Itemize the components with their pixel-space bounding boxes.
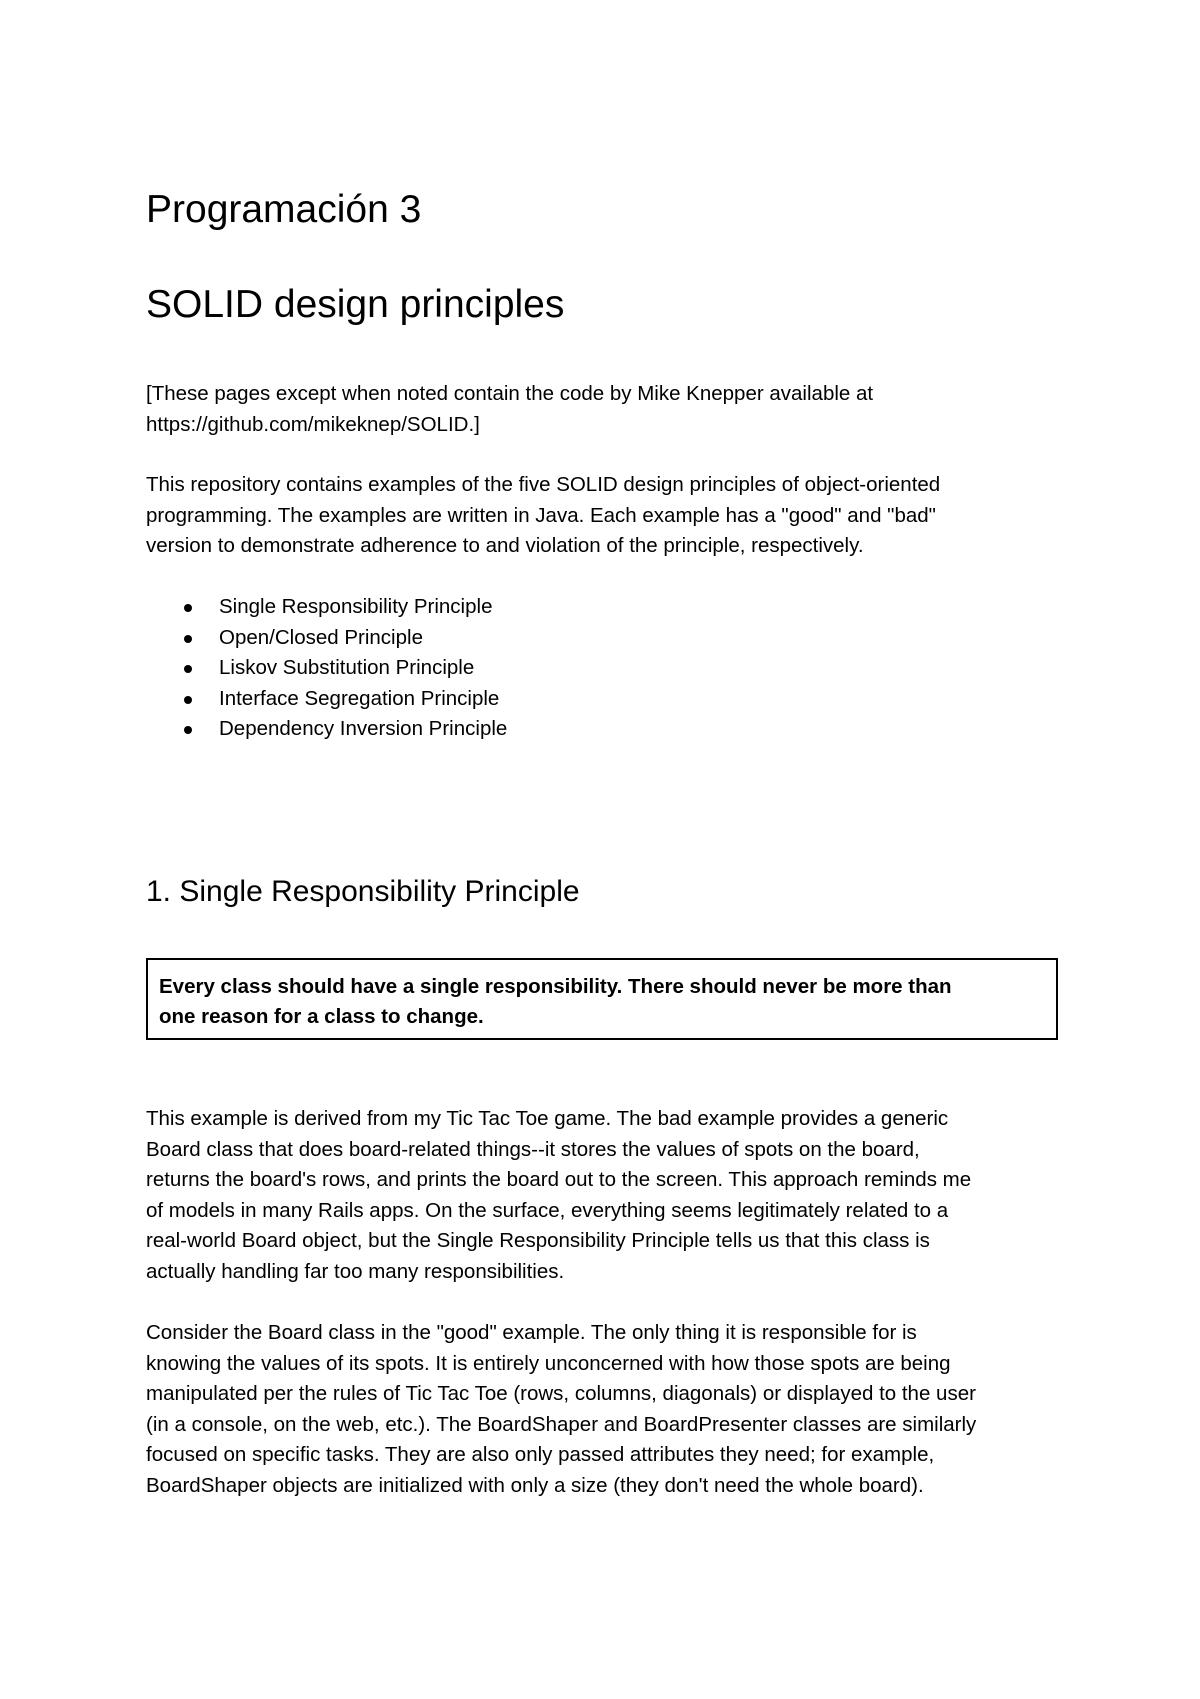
body-paragraph xyxy=(146,1104,1066,1287)
document-title: Programación 3 xyxy=(146,188,422,231)
list-item xyxy=(146,592,507,623)
bullet-icon xyxy=(184,665,192,673)
list-item-label: Liskov Substitution Principle xyxy=(219,656,475,679)
bullet-icon xyxy=(184,726,192,734)
source-note-line: https://github.com/mikeknep/SOLID.] xyxy=(146,412,480,436)
principle-definition-box xyxy=(146,958,1058,1040)
body-line: Consider the Board class in the "good" example. The only thing it is responsible for is xyxy=(146,1321,917,1344)
source-note-line: [These pages except when noted contain the code by Mike Knepper available at xyxy=(146,382,874,405)
principles-list xyxy=(146,592,507,745)
source-note xyxy=(146,379,1066,440)
list-item xyxy=(146,653,507,684)
body-line: Board class that does board-related things--it stores the values of spots on the board, xyxy=(146,1137,920,1161)
list-item-label: Interface Segregation Principle xyxy=(219,686,500,710)
document-subtitle: SOLID design principles xyxy=(146,283,565,326)
body-line: BoardShaper objects are initialized with only a size (they don't need the whole board). xyxy=(146,1473,924,1497)
intro-paragraph xyxy=(146,470,1066,562)
body-line: manipulated per the rules of Tic Tac Toe (rows, columns, diagonals) or displayed to the user xyxy=(146,1382,976,1405)
body-line: This example is derived from my Tic Tac Toe game. The bad example provides a generic xyxy=(146,1107,949,1130)
body-line: of models in many Rails apps. On the surface, everything seems legitimately related to a xyxy=(146,1198,949,1222)
list-item xyxy=(146,684,507,715)
definition-line: one reason for a class to change. xyxy=(159,1005,484,1028)
section-heading: 1. Single Responsibility Principle xyxy=(146,875,580,908)
list-item-label: Dependency Inversion Principle xyxy=(219,717,508,740)
body-line: real-world Board object, but the Single Responsibility Principle tells us that this class is xyxy=(146,1229,930,1252)
definition-line: Every class should have a single responsibility. There should never be more than xyxy=(159,975,952,998)
body-line: (in a console, on the web, etc.). The BoardShaper and BoardPresenter classes are similarly xyxy=(146,1412,977,1436)
body-line: actually handling far too many responsibilities. xyxy=(146,1259,565,1283)
intro-line: This repository contains examples of the five SOLID design principles of object-oriented xyxy=(146,473,941,496)
body-line: returns the board's rows, and prints the board out to the screen. This approach reminds me xyxy=(146,1168,972,1191)
bullet-icon xyxy=(184,696,192,704)
list-item-label: Single Responsibility Principle xyxy=(219,595,493,618)
intro-line: programming. The examples are written in Java. Each example has a "good" and "bad" xyxy=(146,503,936,527)
list-item-label: Open/Closed Principle xyxy=(219,625,423,649)
list-item xyxy=(146,623,507,654)
intro-line: version to demonstrate adherence to and violation of the principle, respectively. xyxy=(146,534,864,557)
bullet-icon xyxy=(184,604,192,612)
body-line: knowing the values of its spots. It is entirely unconcerned with how those spots are being xyxy=(146,1351,951,1375)
bullet-icon xyxy=(184,635,192,643)
body-line: focused on specific tasks. They are also only passed attributes they need; for example, xyxy=(146,1443,935,1466)
body-paragraph xyxy=(146,1318,1066,1501)
list-item xyxy=(146,714,507,745)
